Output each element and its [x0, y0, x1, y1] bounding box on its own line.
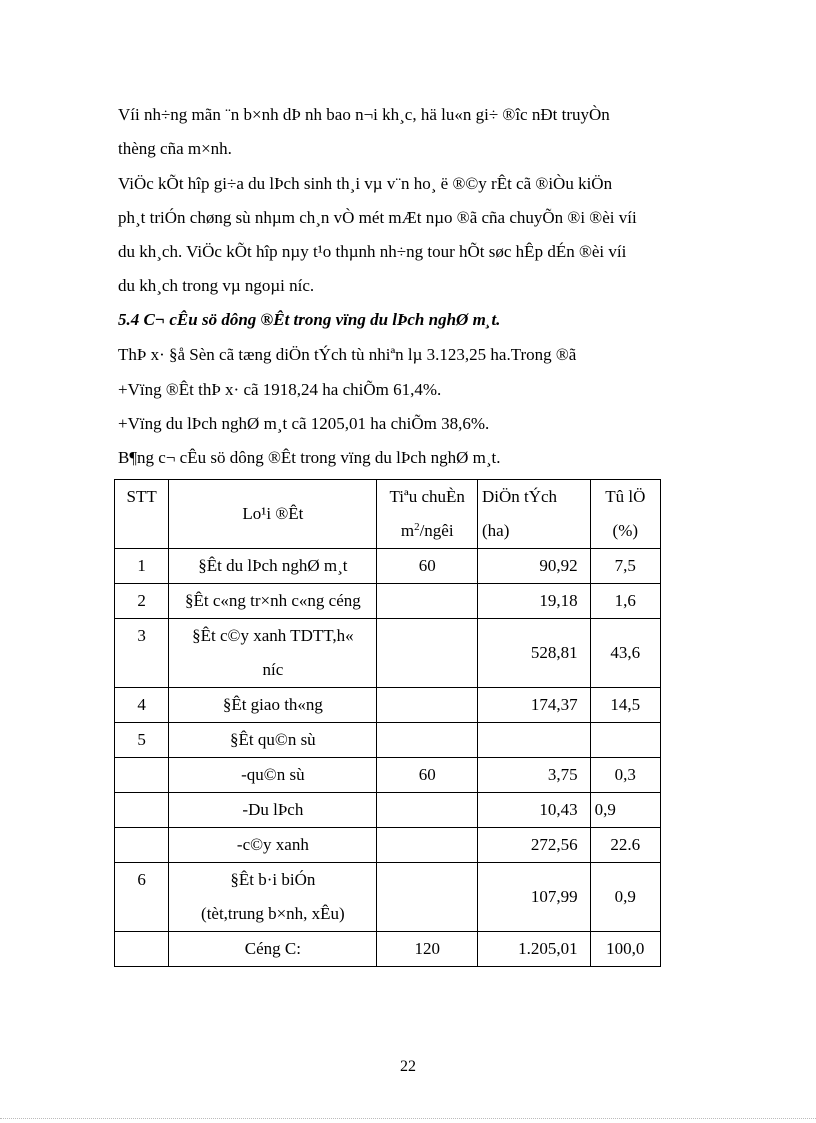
land-use-table [114, 479, 661, 967]
cell-land-type: -c©y xanh [169, 828, 377, 863]
stat-line: +Vïng ®Êt thÞ x· cã 1918,24 ha chiÕm 61,4%. [118, 380, 442, 399]
table-header-row [115, 480, 661, 549]
table-row [115, 863, 661, 932]
cell-norm [377, 828, 478, 863]
cell-land-type-line1: §Êt c©y xanh TDTT,h« [192, 626, 354, 645]
header-norm-line2 [381, 514, 473, 548]
table-row [115, 758, 661, 793]
cell-land-type: §Êt c«ng tr×nh c«ng céng [169, 584, 377, 619]
paragraph-line: du kh¸ch trong vµ ngoµi níc. [118, 276, 315, 295]
page-bottom-divider [0, 1118, 816, 1119]
paragraph-line: thèng cña m×nh. [118, 139, 232, 158]
paragraph-line: ph¸t triÓn chøng sù nhµm ch¸n vÒ mét mÆt nµo ®ã cña chuyÕn ®i ®èi víi [118, 208, 637, 227]
page-number: 22 [400, 1058, 416, 1075]
cell-land-type [169, 619, 377, 688]
cell-percent: 100,0 [590, 932, 660, 967]
cell-percent: 22.6 [590, 828, 660, 863]
cell-land-type-line2: (tèt,trung b×nh, xÊu) [201, 904, 345, 923]
table-row-total [115, 932, 661, 967]
cell-area: 10,43 [477, 793, 590, 828]
cell-land-type: §Êt giao th«ng [169, 688, 377, 723]
cell-land-type: §Êt du lÞch nghØ m¸t [169, 549, 377, 584]
cell-stt [115, 932, 169, 967]
cell-area: 1.205,01 [477, 932, 590, 967]
paragraph-line: ViÖc kÕt hîp gi÷a du lÞch sinh th¸i vµ v¨n ho¸ ë ®©y rÊt cã ®iÒu kiÖn [118, 174, 613, 193]
cell-percent: 1,6 [590, 584, 660, 619]
cell-stt [115, 758, 169, 793]
cell-stt: 4 [115, 688, 169, 723]
header-area [477, 480, 590, 549]
cell-stt: 6 [115, 863, 169, 932]
cell-norm [377, 688, 478, 723]
header-percent [590, 480, 660, 549]
stat-line: ThÞ x· §å Sèn cã tæng diÖn tÝch tù nhiªn lµ 3.123,25 ha.Trong ®ã [118, 345, 577, 364]
cell-norm: 120 [377, 932, 478, 967]
cell-land-type-line1: §Êt b·i biÓn [230, 870, 316, 889]
cell-percent: 14,5 [590, 688, 660, 723]
cell-stt: 3 [115, 619, 169, 688]
cell-norm [377, 793, 478, 828]
cell-land-type: §Êt qu©n sù [169, 723, 377, 758]
cell-percent: 0,9 [590, 793, 660, 828]
table-row [115, 793, 661, 828]
cell-area: 3,75 [477, 758, 590, 793]
header-area-line2: (ha) [481, 521, 510, 540]
cell-stt: 2 [115, 584, 169, 619]
header-norm-line1: Tiªu chuÈn [389, 487, 465, 506]
table-row [115, 688, 661, 723]
header-stt: STT [115, 480, 169, 549]
cell-area: 272,56 [477, 828, 590, 863]
cell-percent: 0,3 [590, 758, 660, 793]
cell-percent: 7,5 [590, 549, 660, 584]
cell-land-type [169, 863, 377, 932]
cell-area: 90,92 [477, 549, 590, 584]
cell-percent [590, 723, 660, 758]
cell-area: 107,99 [477, 863, 590, 932]
cell-norm [377, 619, 478, 688]
table-row [115, 619, 661, 688]
paragraph-line: Víi nh÷ng mãn ¨n b×nh dÞ nh bao n¬i kh¸c, hä lu«n gi÷ ®îc nÐt truyÒn [118, 105, 610, 124]
cell-area: 174,37 [477, 688, 590, 723]
cell-area: 528,81 [477, 619, 590, 688]
cell-norm: 60 [377, 758, 478, 793]
table-title: B¶ng c¬ cÊu sö dông ®Êt trong vïng du lÞch nghØ m¸t. [118, 448, 501, 467]
cell-stt [115, 828, 169, 863]
section-heading: 5.4 C¬ cÊu sö dông ®Êt trong vïng du lÞch nghØ m¸t. [118, 310, 501, 329]
cell-norm [377, 723, 478, 758]
cell-area [477, 723, 590, 758]
header-area-line1: DiÖn tÝch [481, 487, 558, 506]
cell-percent: 43,6 [590, 619, 660, 688]
cell-land-type: -qu©n sù [169, 758, 377, 793]
table-row [115, 584, 661, 619]
table-row [115, 828, 661, 863]
cell-percent: 0,9 [590, 863, 660, 932]
cell-norm [377, 863, 478, 932]
header-norm-rest: /ngêi [419, 521, 454, 540]
cell-area: 19,18 [477, 584, 590, 619]
cell-norm: 60 [377, 549, 478, 584]
header-norm-unit: m [400, 521, 415, 540]
cell-stt [115, 793, 169, 828]
header-percent-line1: Tû lÖ [605, 487, 646, 506]
cell-stt: 1 [115, 549, 169, 584]
cell-land-type: Céng C: [169, 932, 377, 967]
cell-norm [377, 584, 478, 619]
table-row [115, 549, 661, 584]
paragraph-line: du kh¸ch. ViÖc kÕt hîp nµy t¹o thµnh nh÷ng tour hÕt søc hÊp dÉn ®èi víi [118, 242, 627, 261]
cell-land-type: -Du lÞch [169, 793, 377, 828]
header-norm-sup: 2 [414, 521, 420, 533]
header-percent-line2: (%) [612, 521, 639, 540]
table-row [115, 723, 661, 758]
header-norm [377, 480, 478, 549]
cell-land-type-line2: níc [262, 660, 284, 679]
stat-line: +Vïng du lÞch nghØ m¸t cã 1205,01 ha chiÕm 38,6%. [118, 414, 490, 433]
header-land-type: Lo¹i ®Êt [169, 480, 377, 549]
cell-stt: 5 [115, 723, 169, 758]
